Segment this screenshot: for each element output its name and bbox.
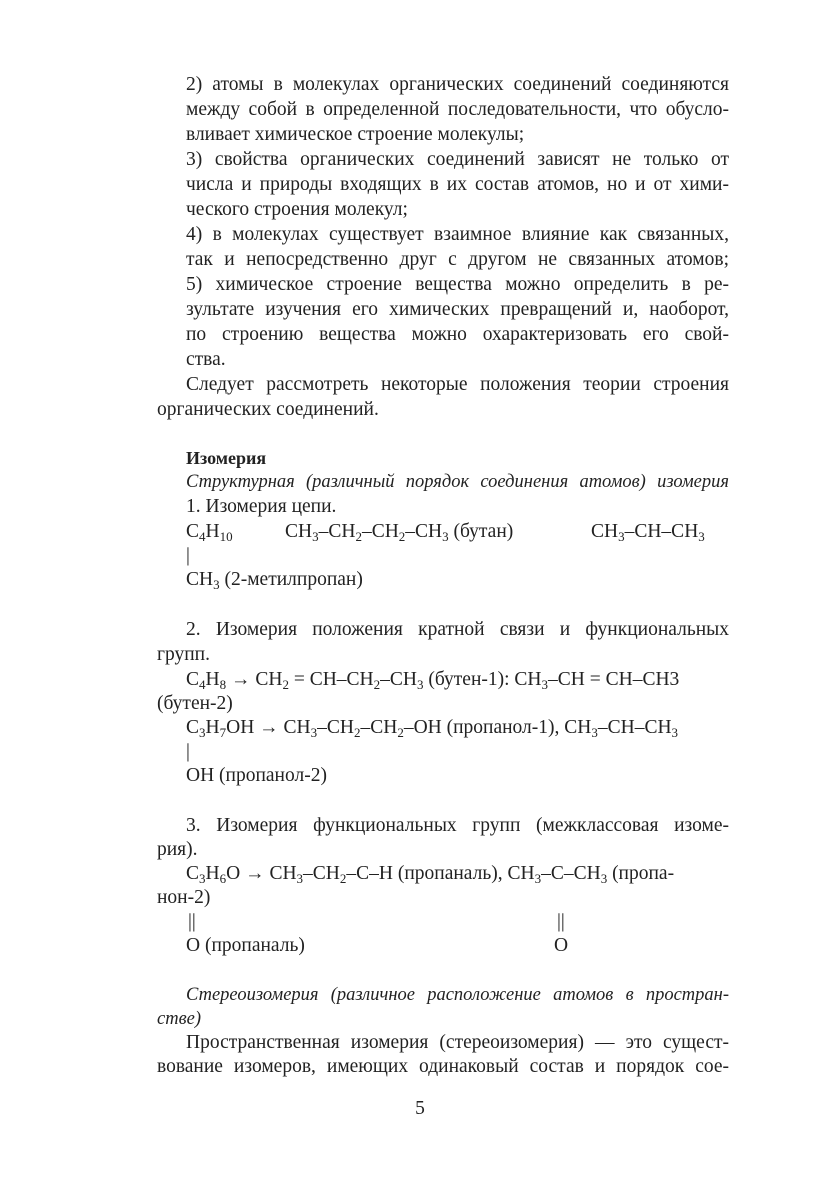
propanol-bond: | — [186, 741, 190, 762]
list-item-5-line-3: по строению вещества можно охарактеризовать его свой- — [186, 324, 729, 345]
section-heading: Изомерия — [186, 448, 267, 468]
methylpropane-formula-bottom: $CH_3$ (2-метилпропан) — [186, 569, 363, 592]
methylpropane-bond: | — [186, 545, 190, 566]
list-item-4-line-1: 4) в молекулах существует взаимное влияние как связанных, — [186, 224, 729, 245]
propanal-oxygen: O (пропаналь) — [186, 935, 305, 956]
propanal-double-bond: || — [188, 911, 196, 932]
propanone-double-bond: || — [557, 911, 565, 932]
list-item-2-line-3: вливает химическое строение молекулы; — [186, 124, 525, 145]
intro-paragraph-line-2: органических соединений. — [157, 399, 379, 420]
functional-title-line-1: 3. Изомерия функциональных групп (межклассовая изоме- — [186, 815, 729, 836]
page-number: 5 — [415, 1098, 425, 1119]
list-item-5-line-2: зультате изучения его химических превращений и, наоборот, — [186, 299, 729, 320]
list-item-3-line-1: 3) свойства органических соединений зависят не только от — [186, 149, 729, 170]
functional-title-line-2: рия). — [157, 839, 198, 860]
methylpropane-formula-top: $CH_3-CH-CH_3$ — [591, 521, 705, 544]
chain-formula-c4h10: $C_4H_{10}$ — [186, 521, 233, 544]
butene-formula-line-2: (бутен-2) — [157, 693, 233, 714]
stereo-heading-line-1: Стереоизомерия (различное расположение атомов в простран- — [186, 985, 729, 1005]
position-title-line-2: групп. — [157, 644, 210, 665]
stereo-paragraph-line-1: Пространственная изомерия (стереоизомерия) — это сущест- — [186, 1032, 729, 1053]
list-item-3-line-2: числа и природы входящих в их состав атомов, но и от хими- — [186, 174, 729, 195]
chain-title: 1. Изомерия цепи. — [186, 496, 337, 517]
stereo-paragraph-line-2: вование изомеров, имеющих одинаковый состав и порядок сое- — [157, 1056, 729, 1077]
stereo-heading-line-2: стве) — [157, 1009, 201, 1029]
propanal-formula-line: $C_3H_6O \to CH_3-CH_2-C-H$ (пропаналь), $CH_3-C-CH_3$ (пропа- — [186, 863, 675, 886]
list-item-5-line-1: 5) химическое строение вещества можно определить в ре- — [186, 274, 729, 295]
list-item-2-line-2: между собой в определенной последовательности, что обусло- — [186, 99, 729, 120]
butane-formula: $CH_3-CH_2-CH_2-CH_3$ (бутан) — [285, 521, 514, 544]
intro-paragraph-line-1: Следует рассмотреть некоторые положения теории строения — [186, 374, 729, 395]
structural-heading: Структурная (различный порядок соединения атомов) изомерия — [186, 472, 729, 492]
butene-formula-line: $C_4H_8 \to CH_2 = CH-CH_2-CH_3$ (бутен-1): $CH_3-CH = CH-CH3$ — [186, 669, 680, 692]
position-title-line-1: 2. Изомерия положения кратной связи и функциональных — [186, 619, 729, 640]
propanol-formula-bottom: OH (пропанол-2) — [186, 765, 327, 786]
propanol-formula-line: $C_3H_7OH \to CH_3-CH_2-CH_2-OH$ (пропанол-1), $CH_3-CH-CH_3$ — [186, 717, 679, 740]
propanal-formula-line-2: нон-2) — [157, 887, 211, 908]
list-item-2-line-1: 2) атомы в молекулах органических соединений соединяются — [186, 74, 729, 95]
list-item-4-line-2: так и непосредственно друг с другом не связанных атомов; — [186, 249, 729, 270]
propanone-oxygen: O — [554, 935, 569, 956]
list-item-3-line-3: ческого строения молекул; — [186, 199, 408, 220]
list-item-5-line-4: ства. — [186, 349, 226, 370]
